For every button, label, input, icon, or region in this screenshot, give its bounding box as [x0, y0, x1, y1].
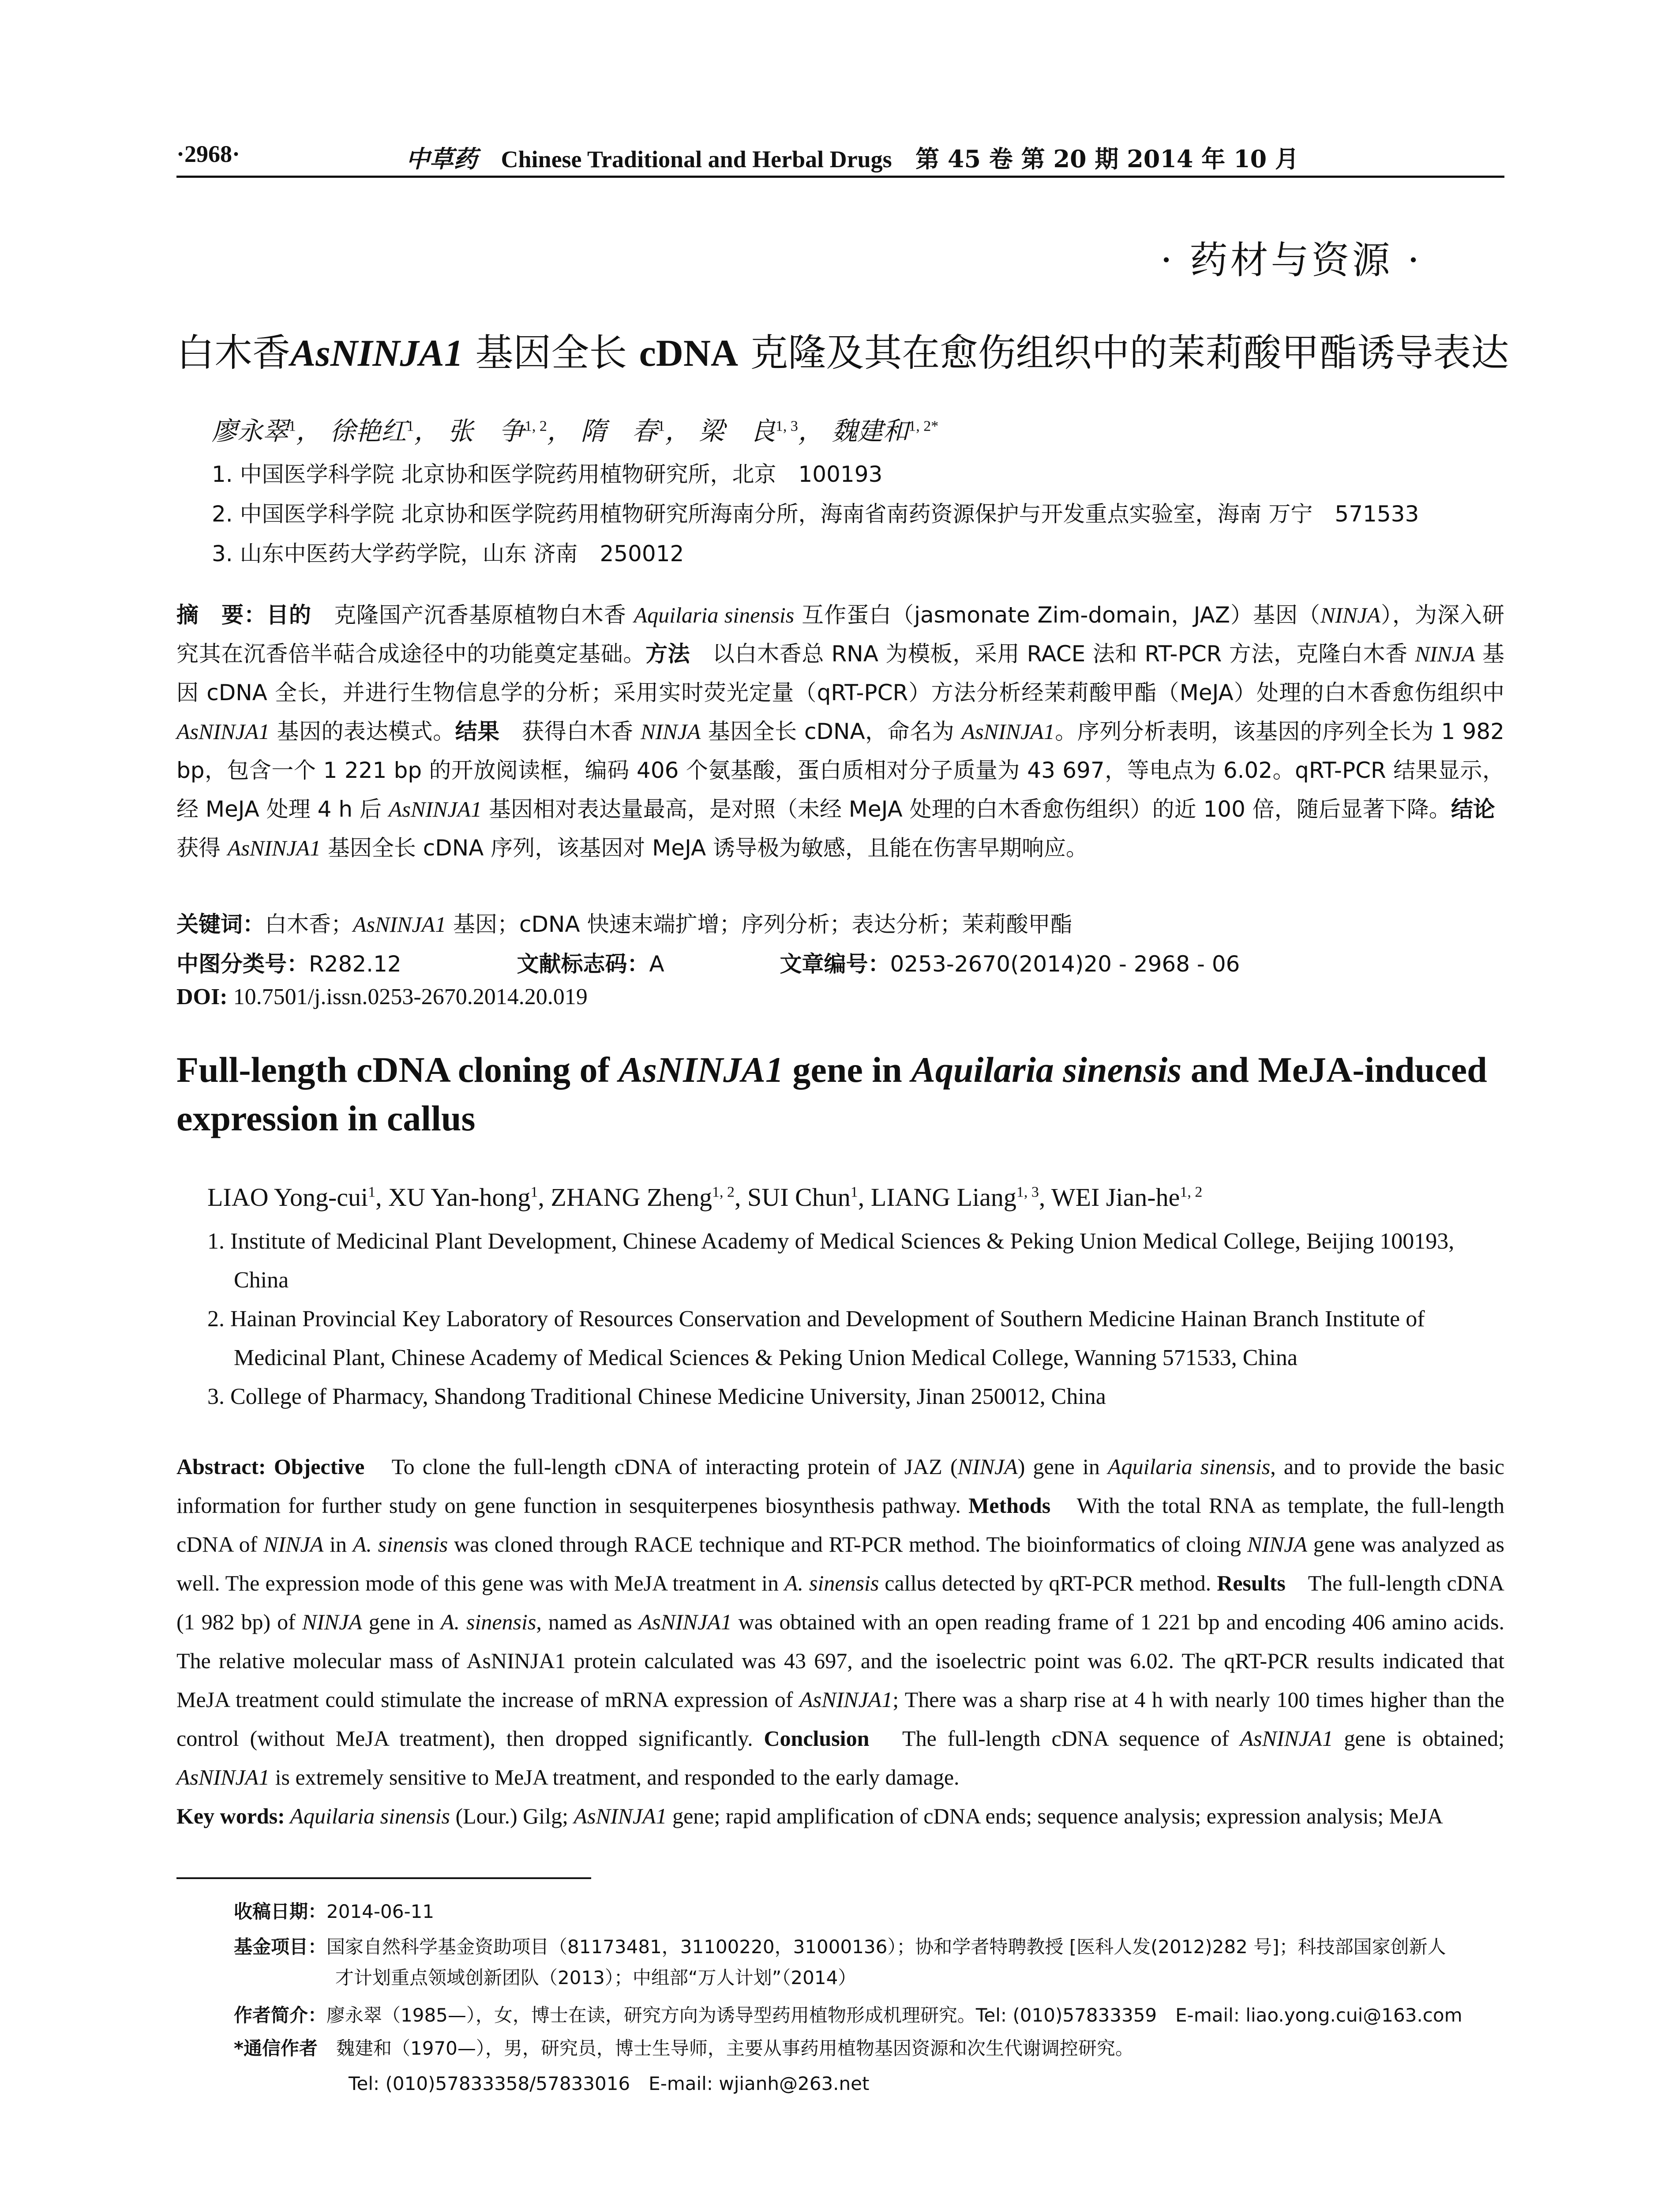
author-name: 隋 春 — [581, 416, 658, 446]
clc-label: 中图分类号： — [176, 951, 309, 977]
author-name: 徐艳红 — [330, 416, 407, 446]
journal-name — [406, 140, 1299, 174]
abstract-en — [176, 1447, 1504, 1835]
title-en-part: gene in — [783, 1050, 911, 1090]
abstract-text: ），为深入研究其在沉香倍半萜合成途径中的功能奠定基础。 — [176, 602, 1504, 667]
gene-name: AsNINJA1 — [388, 797, 482, 822]
clc-value: R282.12 — [309, 951, 401, 977]
abstract-cn-label: 摘 要： — [176, 602, 266, 628]
species-name: Aquilaria sinensis — [1108, 1454, 1271, 1479]
abstract-text: 基因 cDNA 全长，并进行生物信息学的分析；采用实时荧光定量（qRT-PCR）方法分析经茉莉酸甲酯（MeJA）处理的白木香愈伤组织中 — [176, 641, 1504, 705]
doc-code-label: 文献标志码： — [517, 951, 649, 977]
title-cn-cdna: cDNA — [639, 332, 739, 374]
title-cn-part: 白木香 — [176, 331, 290, 375]
footnote-fund-cont: 才计划重点领域创新团队（2013）；中组部“万人计划”（2014） — [335, 1967, 857, 1988]
abstract-text: 互作蛋白（jasmonate Zim-domain，JAZ）基因（ — [794, 602, 1320, 628]
abstract-text: To clone the full-length cDNA of interacting protein of JAZ ( — [364, 1454, 958, 1479]
gene-name: AsNINJA1 — [227, 836, 321, 860]
abstract-text: 基因全长 cDNA 序列，该基因对 MeJA 诱导极为敏感，且能在伤害早期响应。 — [321, 835, 1088, 861]
species-name: A. sinensis — [352, 1532, 448, 1557]
author-bio: 廖永翠（1985—），女，博士在读，研究方向为诱导型药用植物形成机理研究。Tel: (010)57833359 E-mail: liao.yong.cui@163.com — [326, 2004, 1462, 2026]
author-affil-sup: 1 — [406, 418, 414, 435]
abstract-text: ; There was a sharp rise at 4 h with nearly 100 times higher than the control (without MeJA treatment), then dropped significantly. — [176, 1687, 1504, 1751]
keywords-en-label: Key words: — [176, 1804, 285, 1828]
abstract-en-results-label: Results — [1217, 1571, 1286, 1595]
abstract-text: gene is obtained; — [1333, 1726, 1505, 1751]
author-name: LIAO Yong-cui — [207, 1183, 368, 1212]
author-name: ZHANG Zheng — [551, 1183, 712, 1212]
abstract-text: The full-length cDNA sequence of — [869, 1726, 1240, 1751]
affiliation-en-1: 1. Institute of Medicinal Plant Development, Chinese Academy of Medical Sciences & Peking Union Medical College, Beijing 100193, China — [207, 1229, 1455, 1293]
author-bio-label: 作者简介： — [234, 2004, 327, 2026]
header-rule — [176, 176, 1504, 178]
gene-name: NINJA — [263, 1532, 324, 1557]
author-affil-sup: 1 — [530, 1184, 538, 1201]
abstract-text: 基因相对表达量最高，是对照（未经 MeJA 处理的白木香愈伤组织）的近 100 倍，随后显著下降。 — [481, 796, 1451, 822]
title-cn-gene: AsNINJA1 — [290, 332, 463, 374]
article-no-label: 文章编号： — [780, 951, 890, 977]
doc-code-value: A — [649, 951, 664, 977]
doi-line — [176, 984, 588, 1010]
keywords-cn-label: 关键词： — [176, 912, 265, 937]
affiliation-cn-2: 2. 中国医学科学院 北京协和医学院药用植物研究所海南分所，海南省南药资源保护与开发重点实验室，海南 万宁 571533 — [212, 501, 1419, 527]
section-heading: · 药材与资源 · — [1160, 238, 1422, 282]
author-affil-sup: 1, 2 — [712, 1184, 735, 1201]
author-name: SUI Chun — [747, 1183, 851, 1212]
fund-label: 基金项目： — [234, 1936, 327, 1958]
title-cn-part: 基因全长 — [463, 331, 639, 375]
affiliations-en — [207, 1222, 1504, 1416]
abstract-cn-conclusion-label: 结论 — [1451, 796, 1495, 822]
gene-name: NINJA — [957, 1454, 1018, 1479]
species-name: A. sinensis — [441, 1609, 536, 1634]
abstract-text: gene in — [362, 1609, 441, 1634]
author-affil-sup: 1, 3 — [775, 418, 798, 435]
abstract-cn-methods-label: 方法 — [645, 641, 690, 667]
received-label: 收稿日期： — [234, 1901, 327, 1922]
author-affil-sup: 1 — [289, 418, 296, 435]
abstract-text: , and to provide the basic information for further study on gene function in sesquiterpenes biosynthesis pathway. — [176, 1454, 1504, 1518]
author-name: 张 争 — [447, 416, 525, 446]
title-en-part: and MeJA-induced expression in callus — [176, 1050, 1487, 1138]
doi-label: DOI: — [176, 984, 228, 1009]
abstract-text: ) gene in — [1017, 1454, 1108, 1479]
authors-en: LIAO Yong-cui$^1$, XU Yan-hong$^1$, ZHANG Zheng$^{1, 2}$, SUI Chun$^1$, LIANG Liang$^{1, 3}$, WEI Jian-he$^{1, 2}$ — [207, 1183, 1203, 1212]
author-name: WEI Jian-he — [1051, 1183, 1180, 1212]
footnote-author — [234, 2001, 1462, 2027]
abstract-text: 以白木香总 RNA 为模板，采用 RACE 法和 RT-PCR 方法，克隆白木香 — [690, 641, 1415, 667]
article-no-value: 0253-2670(2014)20 - 2968 - 06 — [890, 951, 1240, 977]
footnote-corresponding — [234, 2034, 1134, 2060]
keywords-cn — [176, 907, 1072, 938]
gene-name: AsNINJA1 — [353, 912, 446, 937]
gene-name: NINJA — [302, 1609, 362, 1634]
gene-name: NINJA — [1415, 642, 1475, 666]
abstract-text: With the total RNA as template, the full-length cDNA of — [176, 1493, 1504, 1557]
title-cn — [176, 322, 1509, 377]
affiliation-cn-3: 3. 山东中医药大学药学院，山东 济南 250012 — [212, 541, 684, 567]
page-number: ·2968· — [176, 141, 240, 167]
title-cn-part: 克隆及其在愈伤组织中的茉莉酸甲酯诱导表达 — [738, 331, 1509, 375]
abstract-text: 克隆国产沉香基原植物白木香 — [311, 602, 634, 628]
abstract-text: 获得白木香 — [499, 719, 641, 744]
abstract-en-methods-label: Methods — [968, 1493, 1051, 1518]
gene-name: AsNINJA1 — [176, 1765, 270, 1790]
affiliation-cn-1: 1. 中国医学科学院 北京协和医学院药用植物研究所，北京 100193 — [212, 461, 883, 487]
title-en — [176, 1046, 1504, 1143]
author-affil-sup: 1, 3 — [1016, 1184, 1039, 1201]
keyword-text: (Lour.) Gilg; — [450, 1804, 574, 1828]
abstract-text: 。序列分析表明，该基因的序列全长为 1 982 bp，包含一个 1 221 bp 的开放阅读框，编码 406 个氨基酸，蛋白质相对分子质量为 43 697，等电点为 6.02。qRT-PCR 结果显示，经 MeJA 处理 4 h 后 — [176, 719, 1505, 822]
journal-volume: 第 45 卷 第 20 期 2014 年 10 月 — [915, 145, 1299, 173]
author-name: 梁 良 — [698, 416, 776, 446]
species-name: Aquilaria sinensis — [634, 603, 795, 627]
keyword-text: gene; rapid amplification of cDNA ends; sequence analysis; expression analysis; MeJA — [667, 1804, 1443, 1828]
author-name: 魏建和 — [832, 416, 909, 446]
affiliation-en-2: 2. Hainan Provincial Key Laboratory of Resources Conservation and Development of Southern Medicine Hainan Branch Institute of Medicinal Plant, Chinese Academy of Medical Sciences & Peking Union Medical College, Wanning 571533, China — [207, 1306, 1425, 1370]
journal-name-en: Chinese Traditional and Herbal Drugs — [501, 146, 892, 173]
author-name: 廖永翠 — [212, 416, 289, 446]
abstract-text: 获得 — [176, 796, 1517, 861]
author-affil-sup: 1, 2* — [908, 418, 939, 435]
gene-name: AsNINJA1 — [574, 1804, 667, 1828]
gene-name: AsNINJA1 — [799, 1687, 893, 1712]
abstract-text: The full-length cDNA (1 982 bp) of — [176, 1571, 1504, 1634]
author-affil-sup: 1, 2 — [524, 418, 547, 435]
abstract-text: callus detected by qRT-PCR method. — [879, 1571, 1217, 1595]
footnote-corresponding-contact: Tel: (010)57833358/57833016 E-mail: wjianh@263.net — [349, 2073, 870, 2094]
footnote-received — [234, 1897, 434, 1924]
abstract-text: 基因的表达模式。 — [270, 719, 455, 744]
received-date: 2014-06-11 — [326, 1901, 435, 1922]
author-affil-sup: 1, 2 — [1180, 1184, 1203, 1201]
affiliation-en-3: 3. College of Pharmacy, Shandong Traditional Chinese Medicine University, Jinan 250012, China — [207, 1384, 1106, 1409]
abstract-cn-objective-label: 目的 — [266, 602, 311, 628]
gene-name: AsNINJA1 — [638, 1609, 732, 1634]
footnote-fund — [234, 1932, 1446, 1959]
corresponding-bio: 魏建和（1970—），男，研究员，博士生导师，主要从事药用植物基因资源和次生代谢调控研究。 — [317, 2037, 1134, 2059]
abstract-text: 基因全长 cDNA，命名为 — [701, 719, 962, 744]
abstract-text: gene was analyzed as well. The expression mode of this gene was with MeJA treatment in — [176, 1532, 1504, 1595]
species-name: A. sinensis — [784, 1571, 879, 1595]
doi-value[interactable]: 10.7501/j.issn.0253-2670.2014.20.019 — [227, 984, 588, 1009]
author-name: XU Yan-hong — [388, 1183, 531, 1212]
abstract-en-label: Abstract: Objective — [176, 1454, 365, 1479]
keyword-text: 基因；cDNA 快速末端扩增；序列分析；表达分析；茉莉酸甲酯 — [446, 912, 1072, 937]
author-affil-sup: 1 — [368, 1184, 376, 1201]
species-name: Aquilaria sinensis — [285, 1804, 450, 1828]
abstract-text: was obtained with an open reading frame of 1 221 bp and encoding 406 amino acids. The relative molecular mass of AsNINJA1 protein calculated was 43 697, and the isoelectric point was 6.02. The qRT-PCR results indicated that MeJA treatment could stimulate the increase of mRNA expression of — [176, 1609, 1504, 1712]
gene-name: NINJA — [641, 719, 701, 744]
abstract-text: in — [323, 1532, 353, 1557]
gene-name: AsNINJA1 — [1240, 1726, 1333, 1751]
abstract-text: was cloned through RACE technique and RT-PCR method. The bioinformatics of cloing — [448, 1532, 1247, 1557]
fund-text: 国家自然科学基金资助项目（81173481，31100220，31000136）；协和学者特聘教授 [医科人发(2012)282 号]；科技部国家创新人 — [326, 1936, 1446, 1958]
gene-name: NINJA — [1320, 603, 1381, 627]
author-affil-sup: 1 — [657, 418, 665, 435]
keyword-text: 白木香； — [265, 912, 353, 937]
footnote-rule — [176, 1877, 591, 1879]
keywords-en — [176, 1804, 1443, 1828]
gene-name: AsNINJA1 — [176, 719, 270, 744]
author-name: LIANG Liang — [870, 1183, 1016, 1212]
authors-cn: 廖永翠$^1$， 徐艳红$^1$， 张 争$^{1, 2}$， 隋 春$^1$， 梁 良$^{1, 3}$， 魏建和$^{1, 2*}$ — [212, 416, 939, 446]
abstract-cn-results-label: 结果 — [455, 719, 500, 744]
journal-name-cn: 中草药 — [406, 145, 477, 173]
gene-name: NINJA — [1247, 1532, 1308, 1557]
abstract-en-conclusion-label: Conclusion — [764, 1726, 870, 1751]
abstract-cn — [176, 596, 1517, 867]
corresponding-label: *通信作者 — [234, 2037, 318, 2059]
title-en-part: Full-length cDNA cloning of — [176, 1050, 619, 1090]
gene-name: AsNINJA1 — [619, 1050, 784, 1090]
species-name: Aquilaria sinensis — [911, 1050, 1182, 1090]
classification-line — [176, 946, 1240, 978]
abstract-text: , named as — [536, 1609, 639, 1634]
author-affil-sup: 1 — [850, 1184, 858, 1201]
gene-name: AsNINJA1 — [961, 719, 1055, 744]
abstract-text: is extremely sensitive to MeJA treatment, and responded to the early damage. — [270, 1765, 960, 1790]
